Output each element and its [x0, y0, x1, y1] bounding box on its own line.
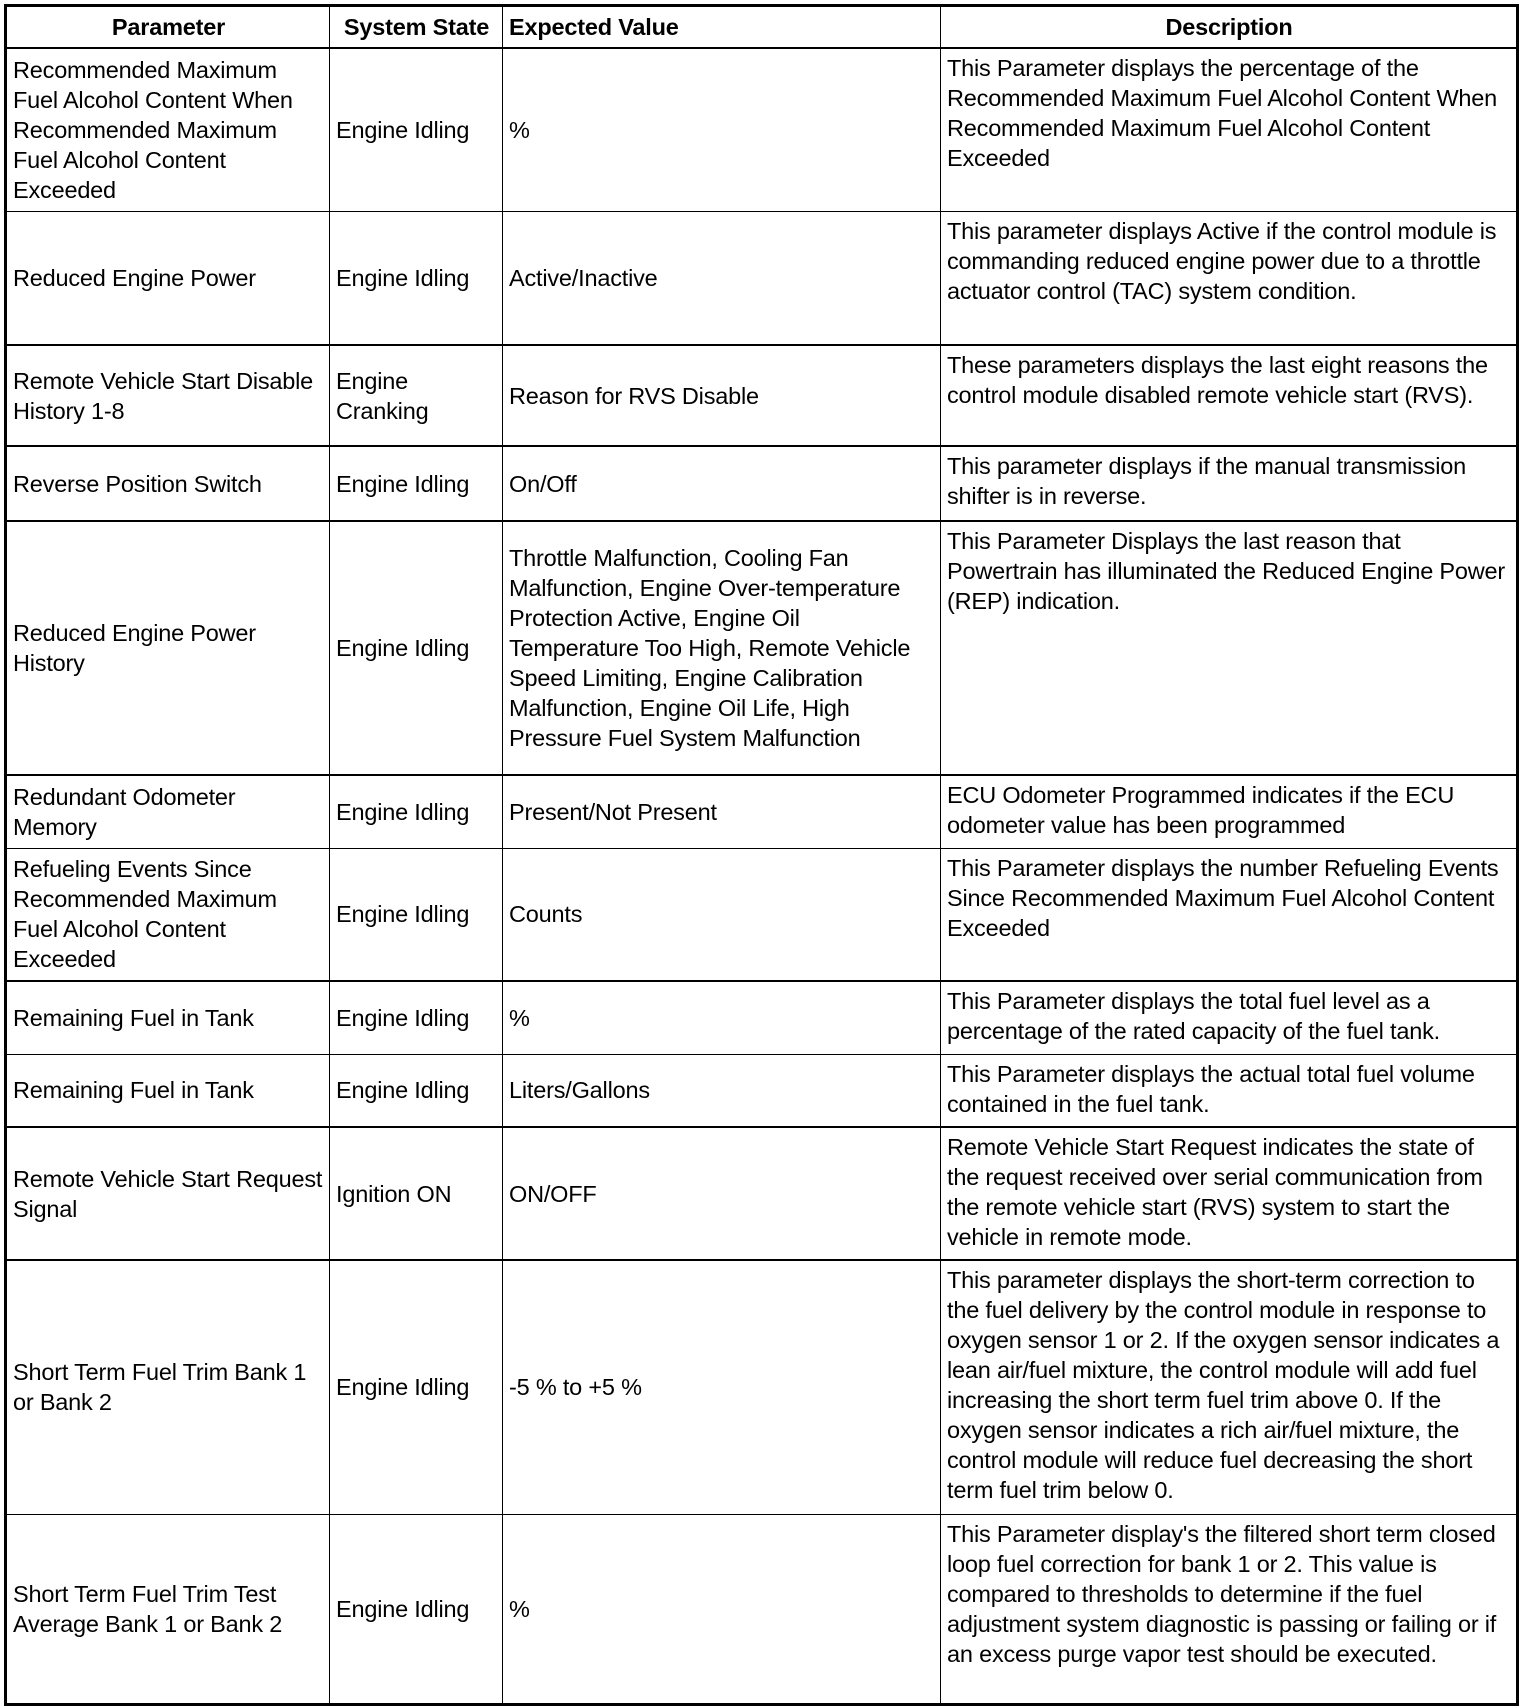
expected-value-cell: ON/OFF [503, 1127, 941, 1260]
description-cell: This Parameter displays the number Refueling Events Since Recommended Maximum Fuel Alcohol Content Exceeded [941, 848, 1518, 981]
parameter-cell: Redundant Odometer Memory [6, 775, 330, 848]
parameter-cell: Short Term Fuel Trim Bank 1 or Bank 2 [6, 1260, 330, 1514]
description-cell: This parameter displays if the manual transmission shifter is in reverse. [941, 446, 1518, 521]
description-cell: This Parameter displays the actual total fuel volume contained in the fuel tank. [941, 1054, 1518, 1127]
system-state-cell: Ignition ON [330, 1127, 503, 1260]
header-parameter: Parameter [6, 6, 330, 49]
system-state-cell: Engine Cranking [330, 345, 503, 446]
system-state-cell: Engine Idling [330, 48, 503, 211]
system-state-cell: Engine Idling [330, 1054, 503, 1127]
expected-value-cell: % [503, 1514, 941, 1704]
parameter-cell: Reduced Engine Power [6, 211, 330, 345]
description-cell: ECU Odometer Programmed indicates if the ECU odometer value has been programmed [941, 775, 1518, 848]
system-state-cell: Engine Idling [330, 211, 503, 345]
expected-value-cell: Active/Inactive [503, 211, 941, 345]
system-state-cell: Engine Idling [330, 521, 503, 775]
parameter-cell: Refueling Events Since Recommended Maximum Fuel Alcohol Content Exceeded [6, 848, 330, 981]
parameter-cell: Remote Vehicle Start Disable History 1-8 [6, 345, 330, 446]
table-row [6, 48, 1518, 211]
parameter-table [4, 4, 1519, 1706]
parameter-cell: Remaining Fuel in Tank [6, 1054, 330, 1127]
system-state-cell: Engine Idling [330, 775, 503, 848]
description-cell: These parameters displays the last eight reasons the control module disabled remote vehicle start (RVS). [941, 345, 1518, 446]
description-cell: This parameter displays Active if the control module is commanding reduced engine power due to a throttle actuator control (TAC) system condition. [941, 211, 1518, 345]
description-cell: This parameter displays the short-term correction to the fuel delivery by the control module in response to oxygen sensor 1 or 2. If the oxygen sensor indicates a lean air/fuel mixture, the control module will add fuel increasing the short term fuel trim above 0. If the oxygen sensor indicates a rich air/fuel mixture, the control module will reduce fuel decreasing the short term fuel trim below 0. [941, 1260, 1518, 1514]
parameter-cell: Recommended Maximum Fuel Alcohol Content When Recommended Maximum Fuel Alcohol Content Exceeded [6, 48, 330, 211]
system-state-cell: Engine Idling [330, 446, 503, 521]
table-row [6, 521, 1518, 775]
description-cell: This Parameter displays the total fuel level as a percentage of the rated capacity of the fuel tank. [941, 981, 1518, 1054]
system-state-cell: Engine Idling [330, 981, 503, 1054]
header-description: Description [941, 6, 1518, 49]
expected-value-cell: -5 % to +5 % [503, 1260, 941, 1514]
table-row [6, 775, 1518, 848]
parameter-cell: Reduced Engine Power History [6, 521, 330, 775]
table-row [6, 1514, 1518, 1704]
table-header-row [6, 6, 1518, 49]
table-row [6, 981, 1518, 1054]
table-row [6, 211, 1518, 345]
expected-value-cell: On/Off [503, 446, 941, 521]
expected-value-cell: % [503, 981, 941, 1054]
description-cell: This Parameter display's the filtered short term closed loop fuel correction for bank 1 or 2. This value is compared to thresholds to determine if the fuel adjustment system diagnostic is passing or failing or if an excess purge vapor test should be executed. [941, 1514, 1518, 1704]
expected-value-cell: Present/Not Present [503, 775, 941, 848]
parameter-cell: Remote Vehicle Start Request Signal [6, 1127, 330, 1260]
table-row [6, 1054, 1518, 1127]
system-state-cell: Engine Idling [330, 848, 503, 981]
expected-value-cell: % [503, 48, 941, 211]
table-row [6, 446, 1518, 521]
table-row [6, 345, 1518, 446]
table-row [6, 1260, 1518, 1514]
parameter-cell: Short Term Fuel Trim Test Average Bank 1 or Bank 2 [6, 1514, 330, 1704]
system-state-cell: Engine Idling [330, 1514, 503, 1704]
description-cell: This Parameter Displays the last reason that Powertrain has illuminated the Reduced Engine Power (REP) indication. [941, 521, 1518, 775]
table-row [6, 1127, 1518, 1260]
description-cell: This Parameter displays the percentage of the Recommended Maximum Fuel Alcohol Content When Recommended Maximum Fuel Alcohol Content Exceeded [941, 48, 1518, 211]
expected-value-cell: Counts [503, 848, 941, 981]
parameter-cell: Reverse Position Switch [6, 446, 330, 521]
header-expected-value: Expected Value [503, 6, 941, 49]
expected-value-cell: Liters/Gallons [503, 1054, 941, 1127]
header-system-state: System State [330, 6, 503, 49]
system-state-cell: Engine Idling [330, 1260, 503, 1514]
parameter-cell: Remaining Fuel in Tank [6, 981, 330, 1054]
expected-value-cell: Reason for RVS Disable [503, 345, 941, 446]
description-cell: Remote Vehicle Start Request indicates the state of the request received over serial communication from the remote vehicle start (RVS) system to start the vehicle in remote mode. [941, 1127, 1518, 1260]
expected-value-cell: Throttle Malfunction, Cooling Fan Malfunction, Engine Over-temperature Protection Active, Engine Oil Temperature Too High, Remote Vehicle Speed Limiting, Engine Calibration Malfunction, Engine Oil Life, High Pressure Fuel System Malfunction [503, 521, 941, 775]
table-row [6, 848, 1518, 981]
